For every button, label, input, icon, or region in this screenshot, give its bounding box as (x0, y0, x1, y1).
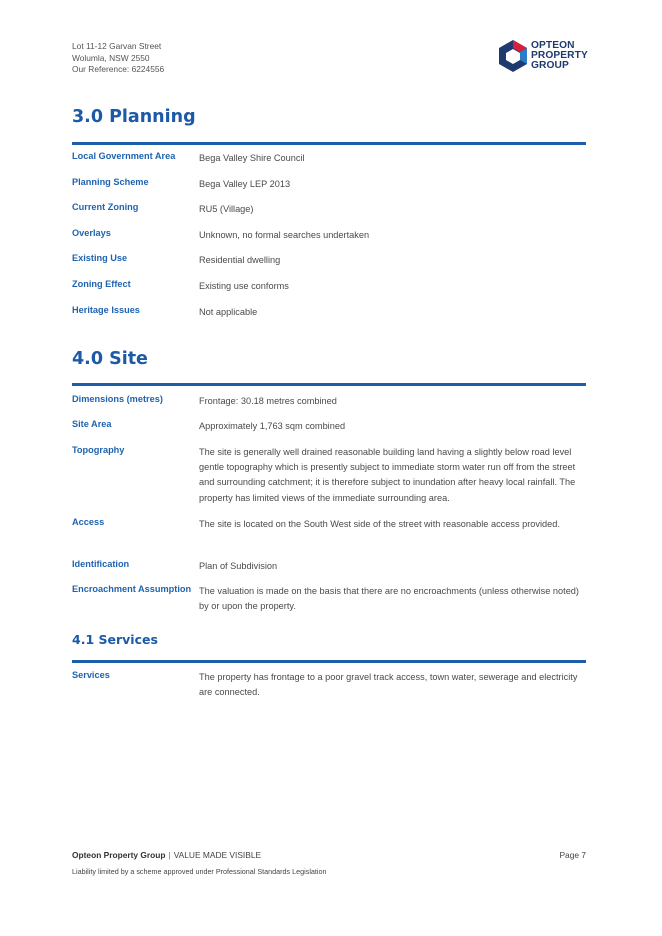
site-value: The valuation is made on the basis that there are no encroachments (unless otherwise noted) by or upon the property. (199, 586, 579, 612)
logo-line-group: GROUP (531, 59, 569, 71)
planning-value: Existing use conforms (199, 281, 289, 291)
site-value: Plan of Subdivision (199, 561, 278, 571)
planning-label: Current Zoning (72, 202, 139, 212)
planning-value: Residential dwelling (199, 255, 281, 265)
services-section-title: 4.1 Services (72, 632, 158, 647)
site-label: Topography (72, 445, 125, 455)
site-label: Site Area (72, 419, 112, 429)
site-section-title: 4.0 Site (72, 349, 148, 369)
planning-label: Local Government Area (72, 151, 176, 161)
site-label: Access (72, 517, 105, 527)
site-value: The site is located on the South West side of the street with reasonable access provided. (199, 519, 560, 529)
site-divider (72, 383, 586, 386)
opteon-logo (497, 39, 593, 73)
footer-brand-line (72, 850, 261, 860)
footer-company-name: Opteon Property Group (72, 850, 166, 860)
planning-divider (72, 142, 586, 145)
hexagon-logo-icon (497, 39, 529, 73)
logo-line-opteon: OPTEON (531, 40, 575, 51)
services-label: Services (72, 670, 110, 680)
site-value: The site is generally well drained reasonable building land having a slightly below road level gentle topography which is presently subject to immediate storm water run off from the street and surrounding catchment; it is therefore subject to inundation after heavy local rainfall. The property has limited views of the immediate surrounding area. (199, 447, 576, 503)
site-value: Frontage: 30.18 metres combined (199, 396, 337, 406)
footer-separator: | (168, 850, 171, 860)
services-divider (72, 660, 586, 663)
liability-statement: Liability limited by a scheme approved under Professional Standards Legislation (72, 867, 327, 876)
planning-label: Existing Use (72, 253, 128, 263)
page-number: Page 7 (559, 850, 586, 860)
planning-label: Heritage Issues (72, 305, 140, 315)
site-value: Approximately 1,763 sqm combined (199, 421, 346, 431)
planning-value: Bega Valley Shire Council (199, 153, 305, 163)
planning-value: RU5 (Village) (199, 204, 254, 214)
site-label: Identification (72, 559, 130, 569)
address-line-1: Lot 11-12 Garvan Street (72, 41, 162, 51)
planning-label: Overlays (72, 228, 111, 238)
site-label: Encroachment Assumption (72, 584, 192, 594)
services-value: The property has frontage to a poor gravel track access, town water, sewerage and electricity are connected. (199, 672, 578, 698)
planning-value: Not applicable (199, 307, 258, 317)
logo-wordmark (531, 41, 588, 70)
planning-value: Bega Valley LEP 2013 (199, 179, 291, 189)
planning-label: Planning Scheme (72, 177, 149, 187)
footer-tagline: VALUE MADE VISIBLE (173, 850, 262, 860)
logo-line-property: PROPERTY (531, 49, 588, 61)
address-line-2: Wolumla, NSW 2550 (72, 52, 150, 63)
reference-number: Our Reference: 6224556 (72, 64, 165, 74)
property-address-block (72, 41, 164, 76)
planning-label: Zoning Effect (72, 279, 131, 289)
site-label: Dimensions (metres) (72, 394, 163, 404)
planning-value: Unknown, no formal searches undertaken (199, 230, 370, 240)
planning-section-title: 3.0 Planning (72, 107, 196, 127)
